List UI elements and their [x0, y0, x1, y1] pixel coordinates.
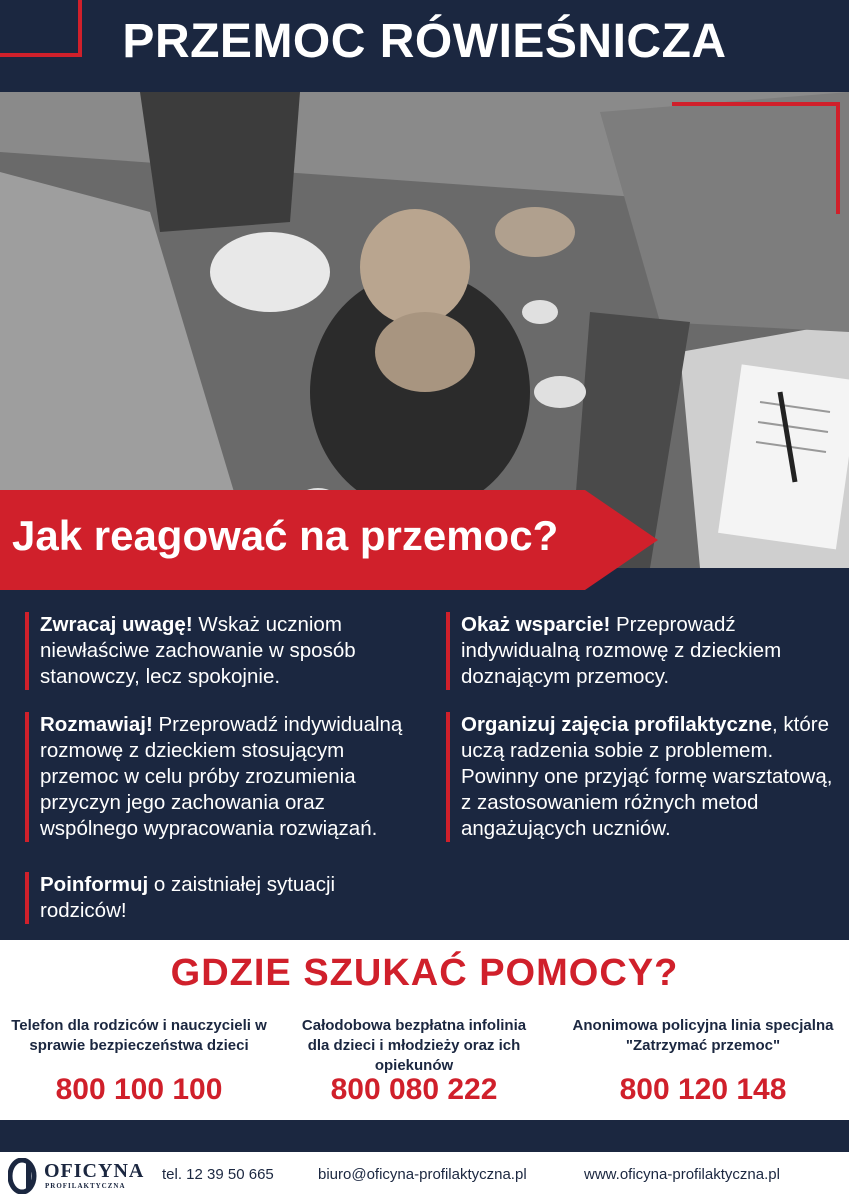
publisher-logo	[8, 1158, 168, 1194]
question-banner	[0, 490, 660, 590]
header	[0, 0, 849, 92]
contact-label: Telefon dla rodziców i nauczycieli w sprawie bezpieczeństwa dzieci	[11, 1017, 267, 1054]
contact-phone-number[interactable]: 800 100 100	[55, 1073, 223, 1106]
tip-item	[25, 872, 385, 924]
logo-brand-subtext: PROFILAKTYCZNA	[45, 1182, 126, 1190]
help-section	[0, 940, 849, 1120]
divider-band	[0, 1120, 849, 1152]
logo-mark-icon	[8, 1158, 40, 1194]
contact-label: Całodobowa bezpłatna infolinia dla dzieci i młodzieży oraz ich opiekunów	[301, 1017, 527, 1074]
tip-item	[446, 612, 826, 690]
tip-item	[25, 612, 385, 690]
page-title: PRZEMOC RÓWIEŚNICZA	[122, 15, 727, 68]
tip-text: Przeprowadź indywidualną rozmowę z dzieckiem stosującym przemoc w celu próby zrozumienia przyczyn jego zachowania oraz wspólnego wypracowania rozwiązań.	[40, 713, 403, 840]
tip-text: , które uczą radzenia sobie z problemem. Powinny one przyjąć formę warsztatową, z zastosowaniem różnych metod angażujących uczniów.	[461, 713, 833, 840]
tip-heading: Zwracaj uwagę!	[40, 613, 193, 636]
tip-heading: Poinformuj	[40, 873, 149, 896]
tips-section	[0, 590, 849, 940]
tip-heading: Rozmawiaj!	[40, 713, 153, 736]
tip-text: Wskaż uczniom niewłaściwe zachowanie w sposób stanowczy, lecz spokojnie.	[40, 613, 356, 688]
help-title: GDZIE SZUKAĆ POMOCY?	[170, 952, 679, 994]
tip-heading: Okaż wsparcie!	[461, 613, 611, 636]
footer-phone[interactable]: tel. 12 39 50 665	[162, 1166, 274, 1183]
tip-heading: Organizuj zajęcia profilaktyczne	[461, 713, 773, 736]
banner-title: Jak reagować na przemoc?	[12, 512, 559, 559]
contact-card	[558, 1016, 848, 1106]
footer	[0, 1152, 849, 1200]
contact-phone-number[interactable]: 800 080 222	[330, 1073, 498, 1106]
tip-text: o zaistniałej sytuacji rodziców!	[40, 873, 336, 922]
footer-website-link[interactable]: www.oficyna-profilaktyczna.pl	[584, 1166, 780, 1183]
tip-item	[446, 712, 838, 842]
tip-text: Przeprowadź indywidualną rozmowę z dzieckiem doznającym przemocy.	[461, 613, 782, 688]
corner-accent	[672, 102, 840, 214]
contact-phone-number[interactable]: 800 120 148	[619, 1073, 787, 1106]
footer-email[interactable]: biuro@oficyna-profilaktyczna.pl	[318, 1166, 527, 1183]
logo-brand-text: OFICYNA	[44, 1160, 145, 1182]
contact-card	[4, 1016, 274, 1106]
contact-label: Anonimowa policyjna linia specjalna "Zatrzymać przemoc"	[572, 1017, 834, 1054]
contact-card	[290, 1016, 538, 1106]
tip-item	[25, 712, 425, 842]
